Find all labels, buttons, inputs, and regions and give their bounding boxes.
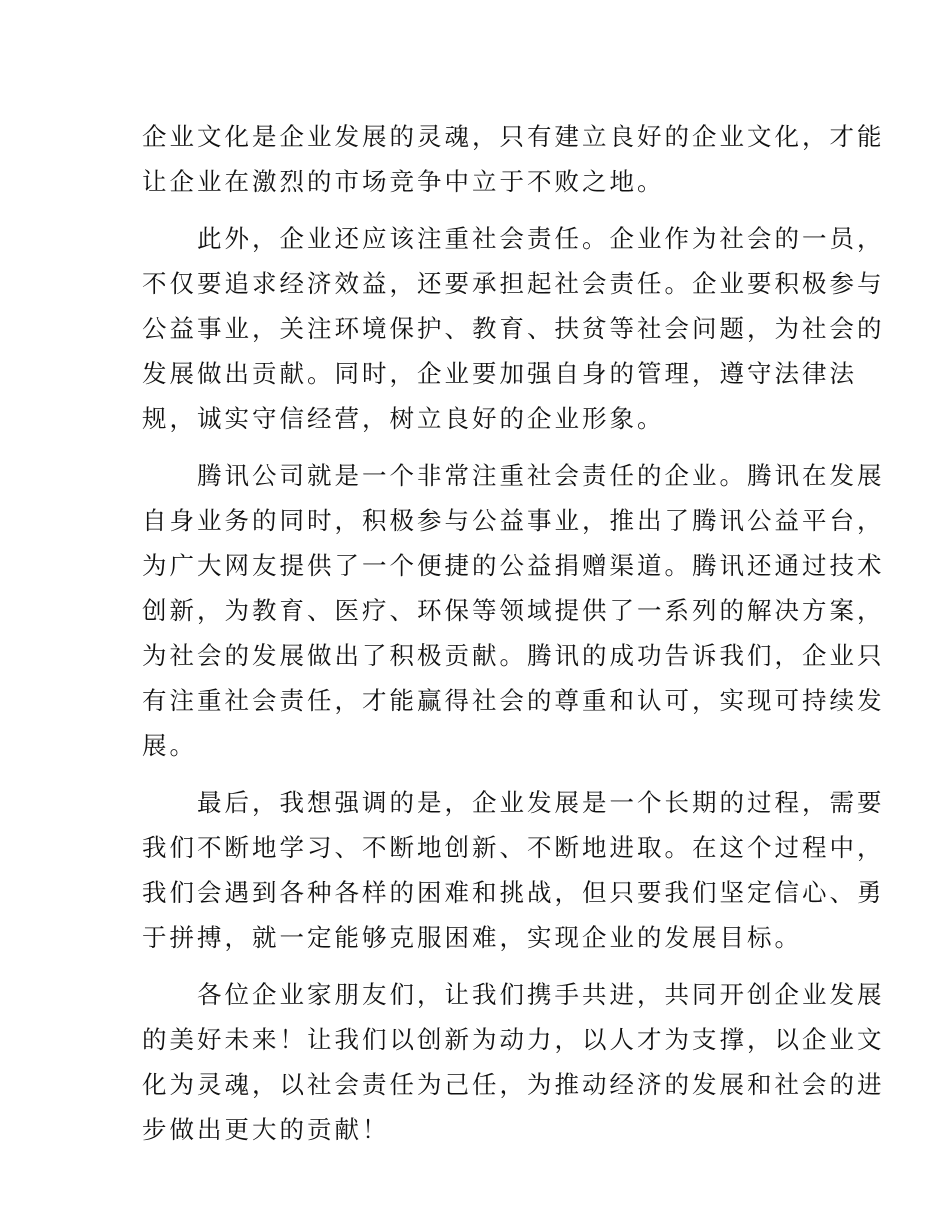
paragraph-4 (142, 780, 885, 960)
paragraph-2 (142, 216, 885, 441)
text-line: 为广大网友提供了一个便捷的公益捐赠渠道。腾讯还通过技术 (142, 551, 885, 580)
text-line: 有注重社会责任，才能赢得社会的尊重和认可，实现可持续发 (142, 686, 885, 715)
text-line: 此外，企业还应该注重社会责任。企业作为社会的一员， (142, 224, 885, 253)
paragraph-3 (142, 453, 885, 768)
paragraph-1 (142, 114, 885, 204)
text-line: 自身业务的同时，积极参与公益事业，推出了腾讯公益平台， (142, 506, 885, 535)
text-line: 于拼搏，就一定能够克服困难，实现企业的发展目标。 (142, 923, 802, 952)
text-line: 企业文化是企业发展的灵魂，只有建立良好的企业文化，才能 (142, 122, 885, 151)
text-line: 化为灵魂，以社会责任为己任，为推动经济的发展和社会的进 (142, 1070, 885, 1099)
text-line: 最后，我想强调的是，企业发展是一个长期的过程，需要 (142, 788, 885, 817)
document-body (142, 114, 885, 1152)
text-line: 公益事业，关注环境保护、教育、扶贫等社会问题，为社会的 (142, 314, 885, 343)
text-line: 展。 (142, 731, 197, 760)
text-line: 不仅要追求经济效益，还要承担起社会责任。企业要积极参与 (142, 269, 885, 298)
text-line: 腾讯公司就是一个非常注重社会责任的企业。腾讯在发展 (142, 461, 885, 490)
text-line: 为社会的发展做出了积极贡献。腾讯的成功告诉我们，企业只 (142, 641, 885, 670)
text-line: 的美好未来！让我们以创新为动力，以人才为支撑，以企业文 (142, 1025, 885, 1054)
text-line: 我们不断地学习、不断地创新、不断地进取。在这个过程中， (142, 833, 885, 862)
text-line: 创新，为教育、医疗、环保等领域提供了一系列的解决方案， (142, 596, 885, 625)
text-line: 我们会遇到各种各样的困难和挑战，但只要我们坚定信心、勇 (142, 878, 885, 907)
paragraph-5 (142, 972, 885, 1152)
text-line: 发展做出贡献。同时，企业要加强自身的管理，遵守法律法 (142, 359, 857, 388)
text-line: 各位企业家朋友们，让我们携手共进，共同开创企业发展 (142, 980, 885, 1009)
text-line: 步做出更大的贡献！ (142, 1115, 390, 1144)
text-line: 让企业在激烈的市场竞争中立于不败之地。 (142, 167, 665, 196)
text-line: 规，诚实守信经营，树立良好的企业形象。 (142, 404, 665, 433)
